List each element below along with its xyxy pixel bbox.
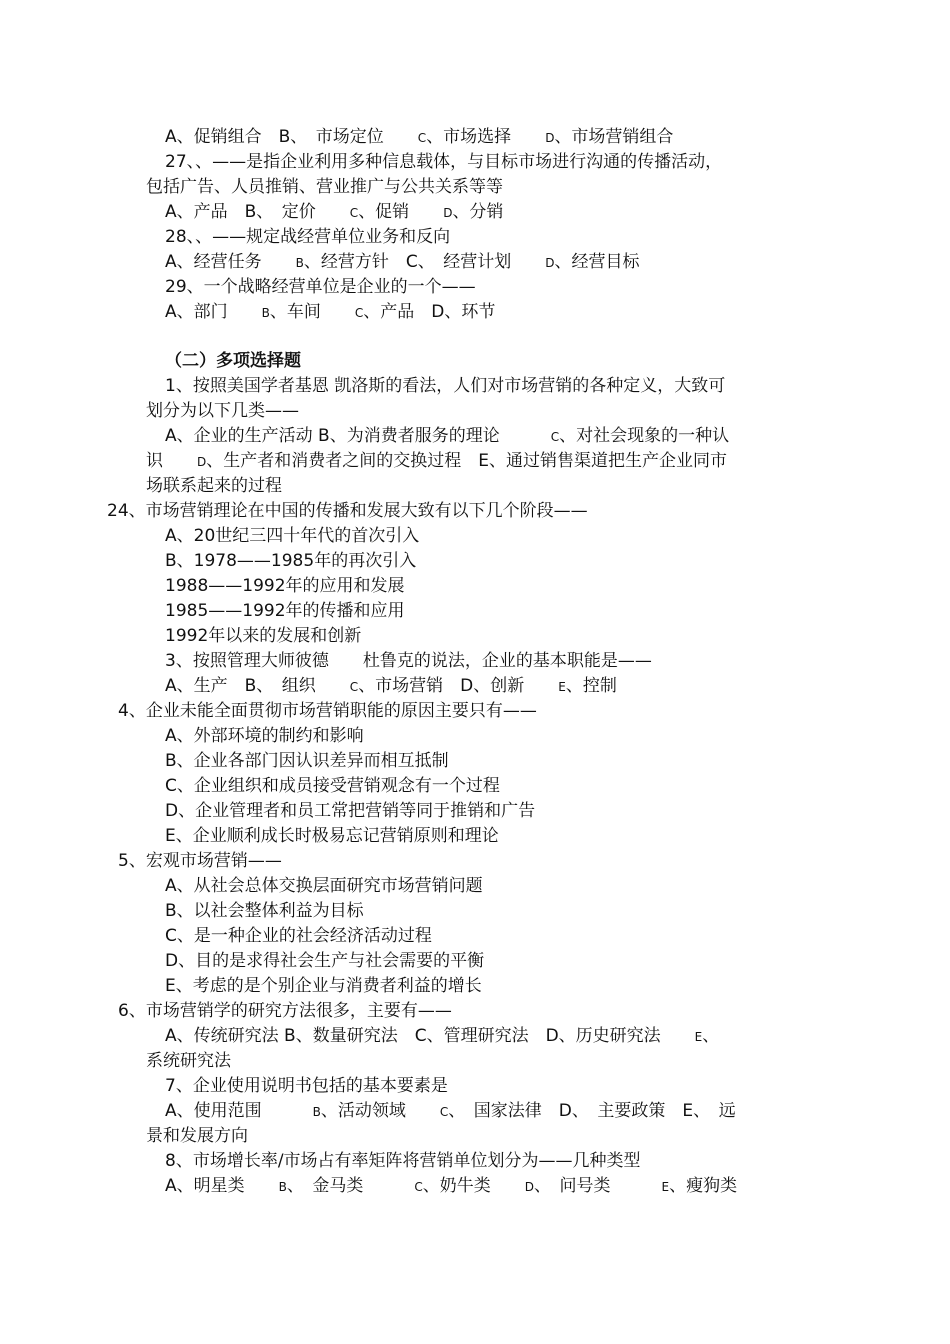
text-segment: E、企业顺利成长时极易忘记营销原则和理论	[165, 826, 499, 846]
text-segment: 5、宏观市场营销——	[118, 851, 282, 871]
text-segment: 27、、——是指企业利用多种信息载体，与目标市场进行沟通的传播活动，	[165, 152, 723, 172]
text-line	[165, 799, 535, 823]
option-letter: C	[349, 680, 359, 694]
text-line	[165, 300, 495, 325]
text-segment: B、以社会整体利益为目标	[165, 901, 364, 921]
option-letter: C	[414, 1180, 423, 1194]
text-segment: 1、按照美国学者基恩 凯洛斯的看法，人们对市场营销的各种定义，大致可	[165, 376, 726, 396]
text-segment: 、 金马类	[286, 1176, 415, 1196]
text-line	[165, 374, 725, 398]
text-segment: 、分销	[452, 202, 504, 222]
text-line	[165, 949, 484, 973]
text-line	[146, 399, 299, 423]
text-segment: 3、按照管理大师彼德 杜鲁克的说法，企业的基本职能是——	[165, 651, 652, 671]
text-segment: 场联系起来的过程	[146, 476, 282, 496]
text-segment: 、经营目标	[554, 252, 640, 272]
option-letter: E	[558, 680, 566, 694]
option-letter: D	[197, 455, 207, 469]
text-line	[118, 849, 282, 873]
text-segment: 系统研究法	[146, 1051, 231, 1071]
text-line	[165, 824, 499, 848]
text-segment: 1992年以来的发展和创新	[165, 626, 362, 646]
text-segment: 、	[702, 1026, 720, 1046]
text-line	[165, 724, 364, 748]
text-segment: A、传统研究法 B、数量研究法 C、管理研究法 D、历史研究法	[165, 1026, 695, 1046]
option-letter: C	[354, 306, 364, 320]
text-segment: D、企业管理者和员工常把营销等同于推销和广告	[165, 801, 536, 821]
text-segment: 、市场选择	[426, 127, 546, 147]
text-line	[165, 674, 617, 699]
text-segment: D、目的是求得社会生产与社会需要的平衡	[165, 951, 485, 971]
text-segment: 4、企业未能全面贯彻市场营销职能的原因主要只有——	[118, 701, 537, 721]
text-line	[118, 999, 452, 1023]
option-letter: E	[661, 1180, 670, 1194]
text-line	[165, 574, 405, 598]
text-line	[165, 275, 476, 299]
option-letter: B	[278, 1180, 287, 1194]
text-line	[165, 974, 482, 998]
option-letter: B	[312, 1105, 321, 1119]
text-segment: 识	[146, 451, 197, 471]
text-segment: 包括广告、人员推销、营业推广与公共关系等等	[146, 177, 503, 197]
text-segment: 6、市场营销学的研究方法很多，主要有——	[118, 1001, 452, 1021]
text-line	[146, 449, 727, 474]
text-segment: 、活动领域	[320, 1101, 440, 1121]
text-line	[165, 1174, 737, 1199]
text-line	[165, 250, 640, 275]
option-letter: C	[417, 131, 427, 145]
text-segment: B、1978——1985年的再次引入	[165, 551, 417, 571]
option-letter: C	[550, 430, 560, 444]
text-segment: 划分为以下几类——	[146, 401, 299, 421]
text-segment: 24、市场营销理论在中国的传播和发展大致有以下几个阶段——	[107, 501, 588, 521]
text-segment: 29、一个战略经营单位是企业的一个——	[165, 277, 476, 297]
text-line	[165, 524, 419, 548]
text-segment: A、产品 B、 定价	[165, 202, 350, 222]
text-line	[165, 225, 450, 249]
text-segment: 、市场营销组合	[554, 127, 674, 147]
text-line	[165, 599, 405, 623]
text-segment: 、奶牛类	[422, 1176, 525, 1196]
text-line	[118, 699, 537, 723]
text-segment: 景和发展方向	[146, 1126, 248, 1146]
text-line	[165, 624, 361, 648]
text-segment: 、生产者和消费者之间的交换过程 E、通过销售渠道把生产企业同市	[206, 451, 727, 471]
text-line	[146, 474, 282, 498]
text-segment: E、考虑的是个别企业与消费者利益的增长	[165, 976, 482, 996]
text-segment: 、促销	[358, 202, 444, 222]
section-heading	[165, 349, 301, 373]
text-segment: A、生产 B、 组织	[165, 676, 350, 696]
text-line	[165, 424, 729, 449]
text-line	[165, 125, 673, 150]
text-segment: 28、、——规定战经营单位业务和反向	[165, 227, 451, 247]
text-line	[165, 549, 416, 573]
text-line	[165, 899, 364, 923]
text-segment: 7、企业使用说明书包括的基本要素是	[165, 1076, 448, 1096]
text-segment: C、是一种企业的社会经济活动过程	[165, 926, 432, 946]
text-line	[146, 1124, 248, 1148]
text-line	[165, 874, 483, 898]
option-letter: D	[545, 131, 555, 145]
text-segment: 8、市场增长率/市场占有率矩阵将营销单位划分为——几种类型	[165, 1151, 641, 1171]
text-line	[107, 499, 588, 523]
text-segment: B、企业各部门因认识差异而相互抵制	[165, 751, 449, 771]
text-line	[165, 649, 652, 673]
option-letter: D	[524, 1180, 535, 1194]
option-letter: B	[295, 256, 304, 270]
text-segment: 1988——1992年的应用和发展	[165, 576, 405, 596]
text-segment: 、车间	[269, 302, 355, 322]
text-segment: 、瘦狗类	[669, 1176, 738, 1196]
option-letter: E	[694, 1030, 703, 1044]
text-line	[165, 924, 432, 948]
text-segment: C、企业组织和成员接受营销观念有一个过程	[165, 776, 500, 796]
text-segment: 、经营方针 C、 经营计划	[303, 252, 546, 272]
text-line	[165, 150, 722, 174]
text-segment: A、经营任务	[165, 252, 296, 272]
option-letter: B	[261, 306, 270, 320]
text-segment: 、 问号类	[534, 1176, 662, 1196]
text-segment: 1985——1992年的传播和应用	[165, 601, 405, 621]
text-line	[165, 774, 500, 798]
text-segment: A、20世纪三四十年代的首次引入	[165, 526, 420, 546]
text-line	[165, 200, 503, 225]
text-segment: A、外部环境的制约和影响	[165, 726, 364, 746]
text-segment: A、企业的生产活动 B、为消费者服务的理论	[165, 426, 551, 446]
option-letter: C	[439, 1105, 449, 1119]
text-segment: 、控制	[565, 676, 617, 696]
text-line	[165, 749, 449, 773]
text-segment: A、从社会总体交换层面研究市场营销问题	[165, 876, 483, 896]
text-line	[165, 1074, 448, 1098]
text-segment: A、部门	[165, 302, 262, 322]
text-segment: 、市场营销 D、创新	[358, 676, 559, 696]
text-segment: A、使用范围	[165, 1101, 313, 1121]
text-segment: 、 国家法律 D、 主要政策 E、 远	[448, 1101, 736, 1121]
option-letter: D	[545, 256, 555, 270]
text-line	[165, 1149, 641, 1173]
option-letter: C	[349, 206, 359, 220]
text-segment: 、产品 D、环节	[363, 302, 496, 322]
text-line	[146, 1049, 231, 1073]
text-line	[165, 1099, 736, 1124]
text-line	[165, 1024, 719, 1049]
text-line	[146, 175, 503, 199]
text-segment: 、对社会现象的一种认	[559, 426, 730, 446]
text-segment: （二）多项选择题	[165, 351, 301, 371]
text-segment: A、明星类	[165, 1176, 279, 1196]
text-segment: A、促销组合 B、 市场定位	[165, 127, 418, 147]
option-letter: D	[443, 206, 453, 220]
